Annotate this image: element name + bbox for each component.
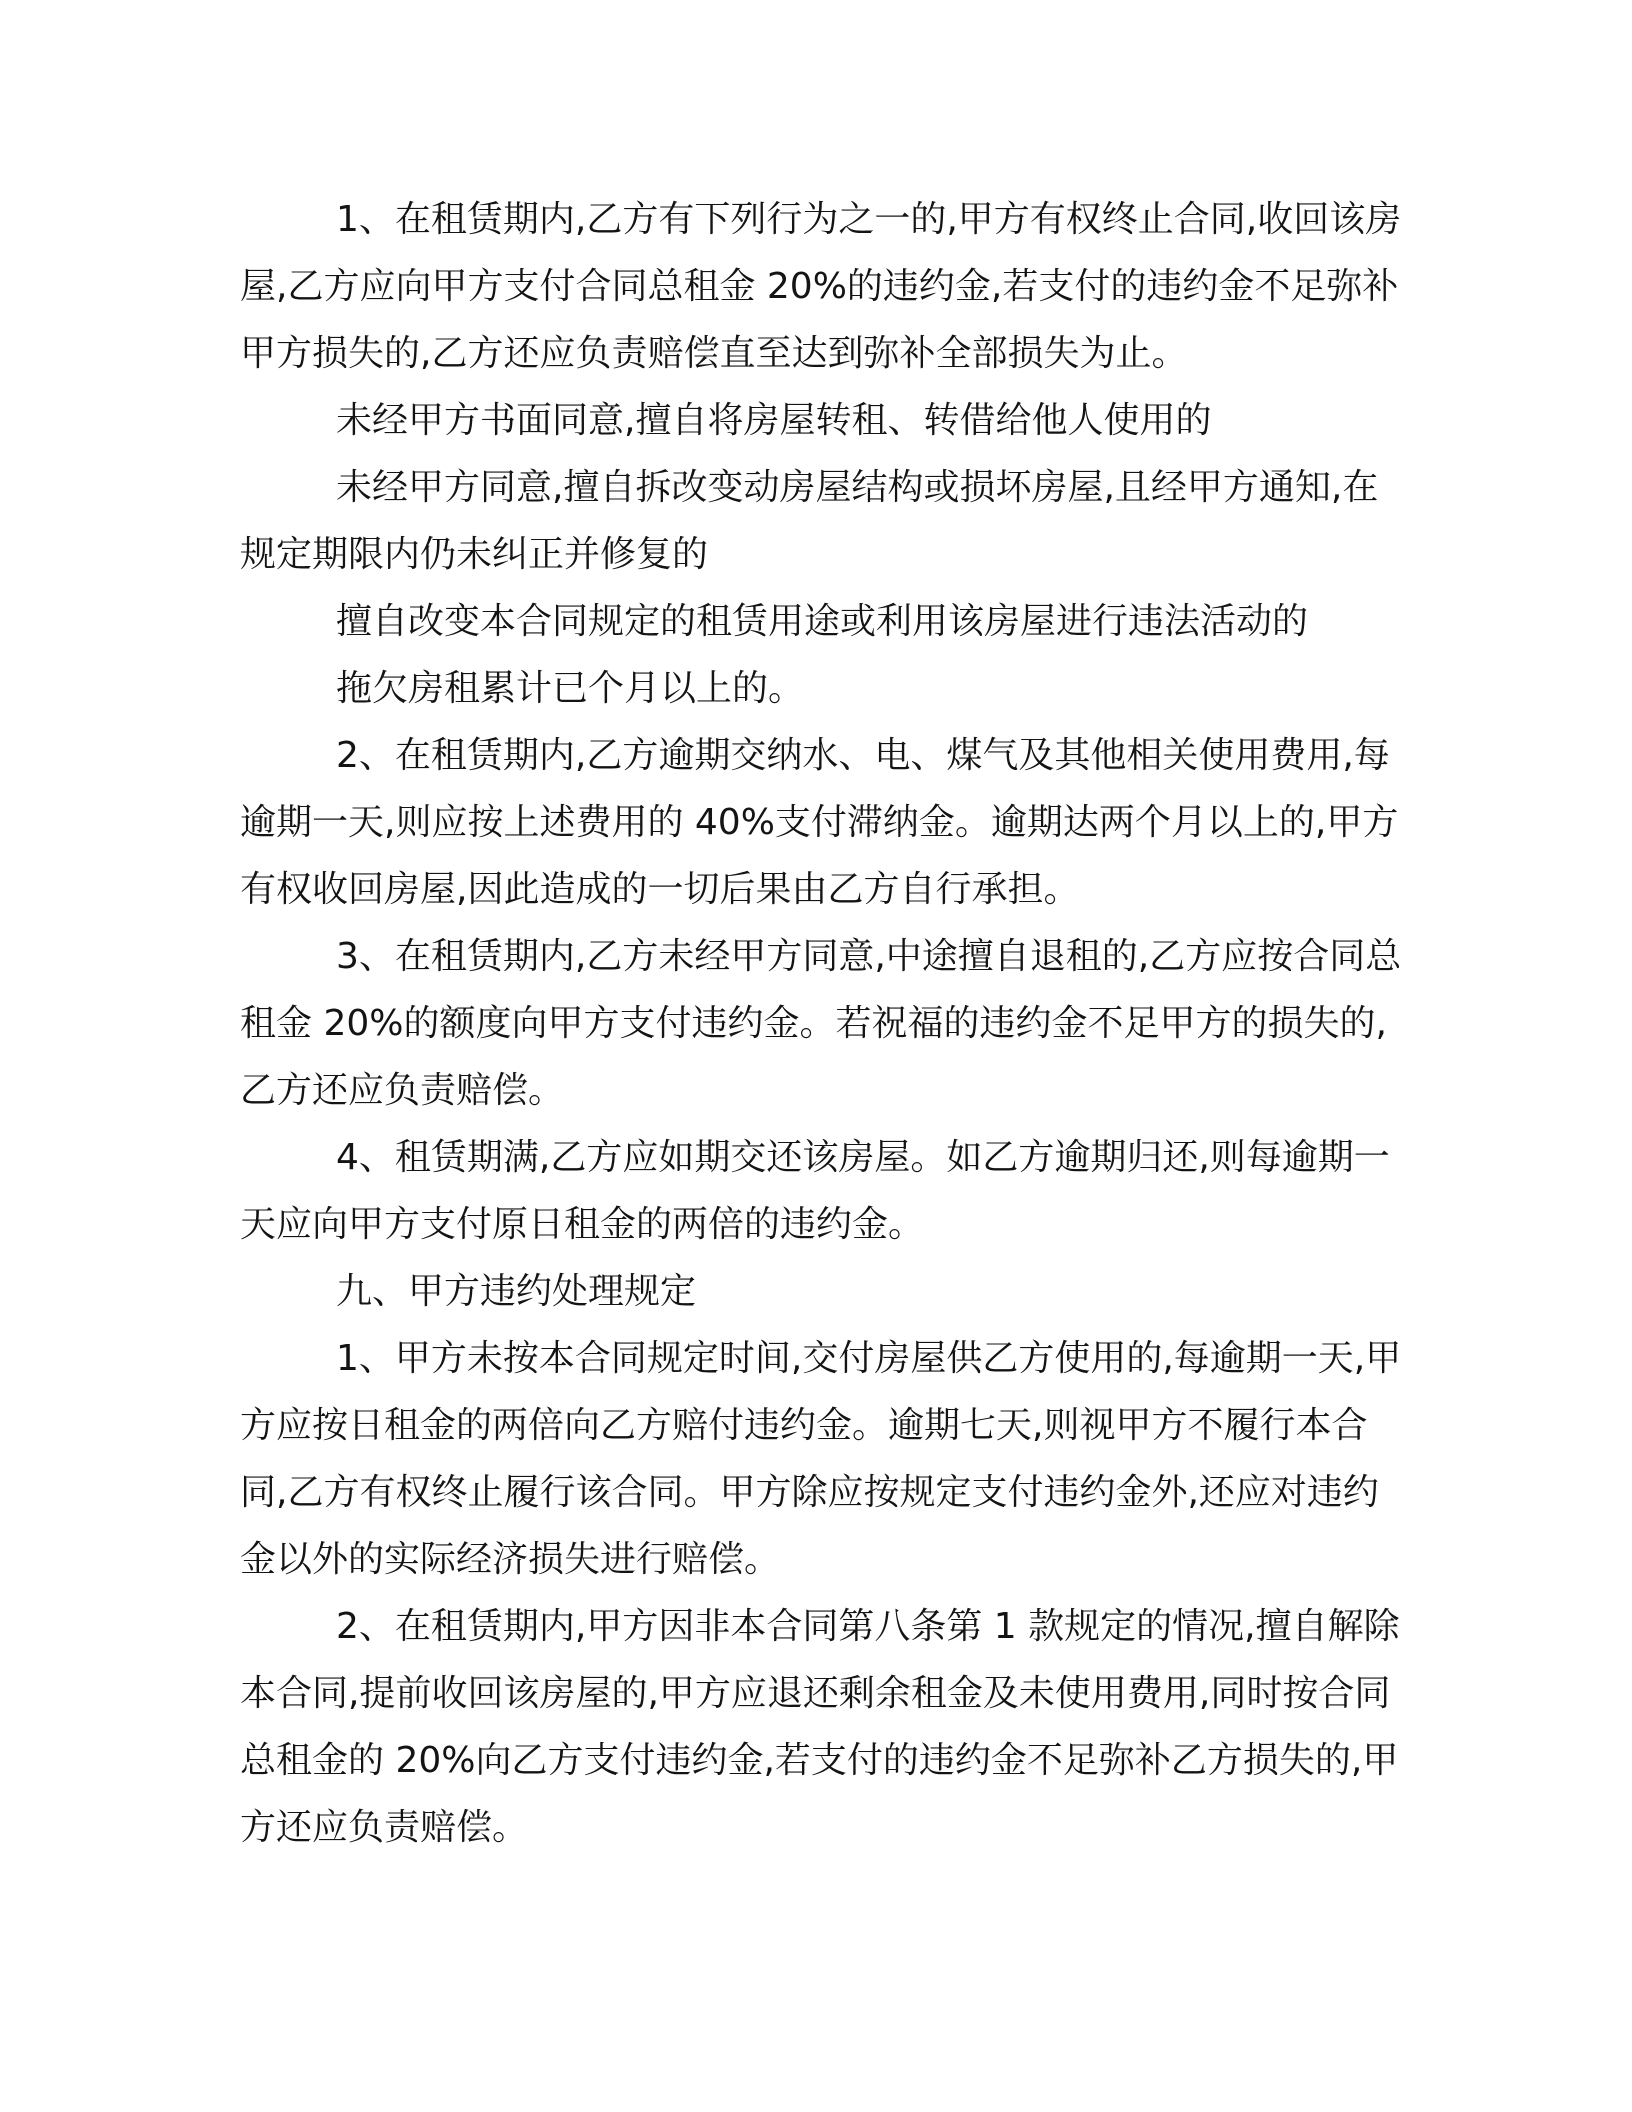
- clause-9-1: 1、甲方未按本合同规定时间,交付房屋供乙方使用的,每逾期一天,甲方应按日租金的两倍向乙方赔付违约金。逾期七天,则视甲方不履行本合同,乙方有权终止履行该合同。甲方除应按规定支付违约金外,还应对违约金以外的实际经济损失进行赔偿。: [240, 1338, 1402, 1580]
- section-heading-9: 九、甲方违约处理规定: [336, 1271, 697, 1312]
- clause-8-1-item-sublet: 未经甲方书面同意,擅自将房屋转租、转借给他人使用的: [336, 400, 1212, 441]
- clause-9-2: 2、在租赁期内,甲方因非本合同第八条第 1 款规定的情况,擅自解除本合同,提前收回该房屋的,甲方应退还剩余租金及未使用费用,同时按合同总租金的 20%向乙方支付违约金,若支付的违约金不足弥补乙方损失的,甲方还应负责赔偿。: [240, 1606, 1400, 1848]
- clause-8-4: 4、租赁期满,乙方应如期交还该房屋。如乙方逾期归还,则每逾期一天应向甲方支付原日租金的两倍的违约金。: [240, 1137, 1390, 1245]
- clause-8-3: 3、在租赁期内,乙方未经甲方同意,中途擅自退租的,乙方应按合同总租金 20%的额度向甲方支付违约金。若祝福的违约金不足甲方的损失的,乙方还应负责赔偿。: [240, 936, 1402, 1111]
- document-page: [240, 186, 1405, 1861]
- clause-8-2: 2、在租赁期内,乙方逾期交纳水、电、煤气及其他相关使用费用,每逾期一天,则应按上述费用的 40%支付滞纳金。逾期达两个月以上的,甲方有权收回房屋,因此造成的一切后果由乙方自行承担。: [240, 735, 1399, 910]
- clause-8-1-item-alteration: 未经甲方同意,擅自拆改变动房屋结构或损坏房屋,且经甲方通知,在规定期限内仍未纠正并修复的: [240, 467, 1379, 575]
- clause-8-1-item-illegal-use: 擅自改变本合同规定的租赁用途或利用该房屋进行违法活动的: [336, 601, 1309, 642]
- clause-8-1-item-rent-arrears: 拖欠房租累计已个月以上的。: [336, 668, 805, 709]
- clause-8-1: 1、在租赁期内,乙方有下列行为之一的,甲方有权终止合同,收回该房屋,乙方应向甲方支付合同总租金 20%的违约金,若支付的违约金不足弥补甲方损失的,乙方还应负责赔偿直至达到弥补全部损失为止。: [240, 199, 1402, 374]
